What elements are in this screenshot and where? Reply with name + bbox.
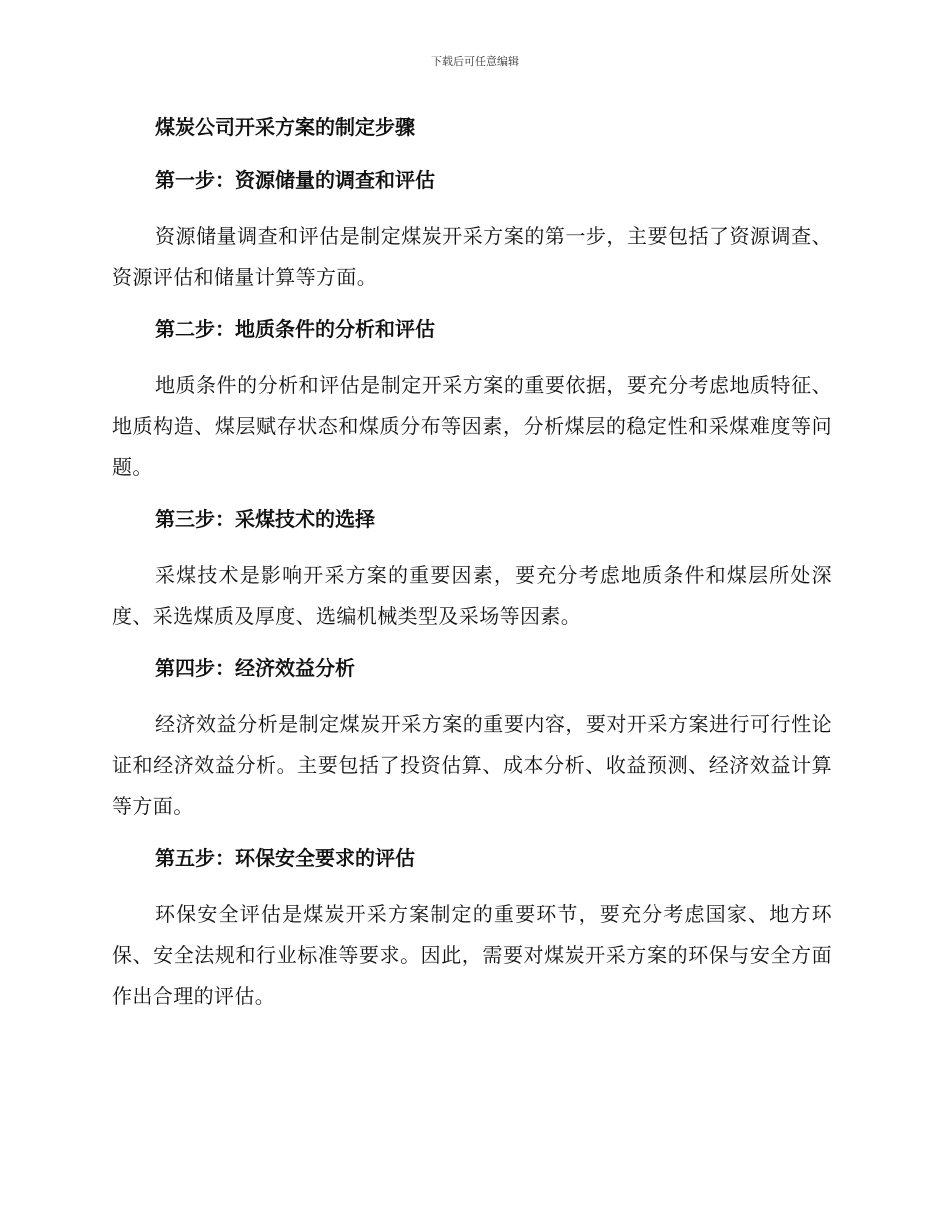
section-heading: 第一步：资源储量的调查和评估	[155, 168, 435, 192]
document-title: 煤炭公司开采方案的制定步骤	[155, 115, 415, 139]
page-header-note: 下载后可任意编辑	[431, 55, 519, 68]
section-paragraph: 采煤技术是影响开采方案的重要因素，要充分考虑地质条件和煤层所处深度、采选煤质及厚度、选编机械类型及采场等因素。	[112, 563, 832, 628]
document-content	[112, 110, 832, 1031]
section-paragraph: 环保安全评估是煤炭开采方案制定的重要环节，要充分考虑国家、地方环保、安全法规和行业标准等要求。因此，需要对煤炭开采方案的环保与安全方面作出合理的评估。	[112, 902, 832, 1008]
section-paragraph: 经济效益分析是制定煤炭开采方案的重要内容，要对开采方案进行可行性论证和经济效益分析。主要包括了投资估算、成本分析、收益预测、经济效益计算等方面。	[112, 712, 832, 818]
section-heading: 第五步：环保安全要求的评估	[155, 846, 415, 870]
section-heading: 第四步：经济效益分析	[155, 656, 355, 680]
section-step-4	[112, 651, 832, 827]
section-heading: 第二步：地质条件的分析和评估	[155, 317, 435, 341]
section-step-3	[112, 502, 832, 637]
section-step-2	[112, 312, 832, 488]
section-heading: 第三步：采煤技术的选择	[155, 507, 375, 531]
section-paragraph: 地质条件的分析和评估是制定开采方案的重要依据，要充分考虑地质特征、地质构造、煤层赋存状态和煤质分布等因素，分析煤层的稳定性和采煤难度等问题。	[112, 373, 832, 479]
section-paragraph: 资源储量调查和评估是制定煤炭开采方案的第一步，主要包括了资源调查、资源评估和储量计算等方面。	[112, 224, 832, 289]
section-step-5	[112, 841, 832, 1017]
section-step-1	[112, 163, 832, 298]
